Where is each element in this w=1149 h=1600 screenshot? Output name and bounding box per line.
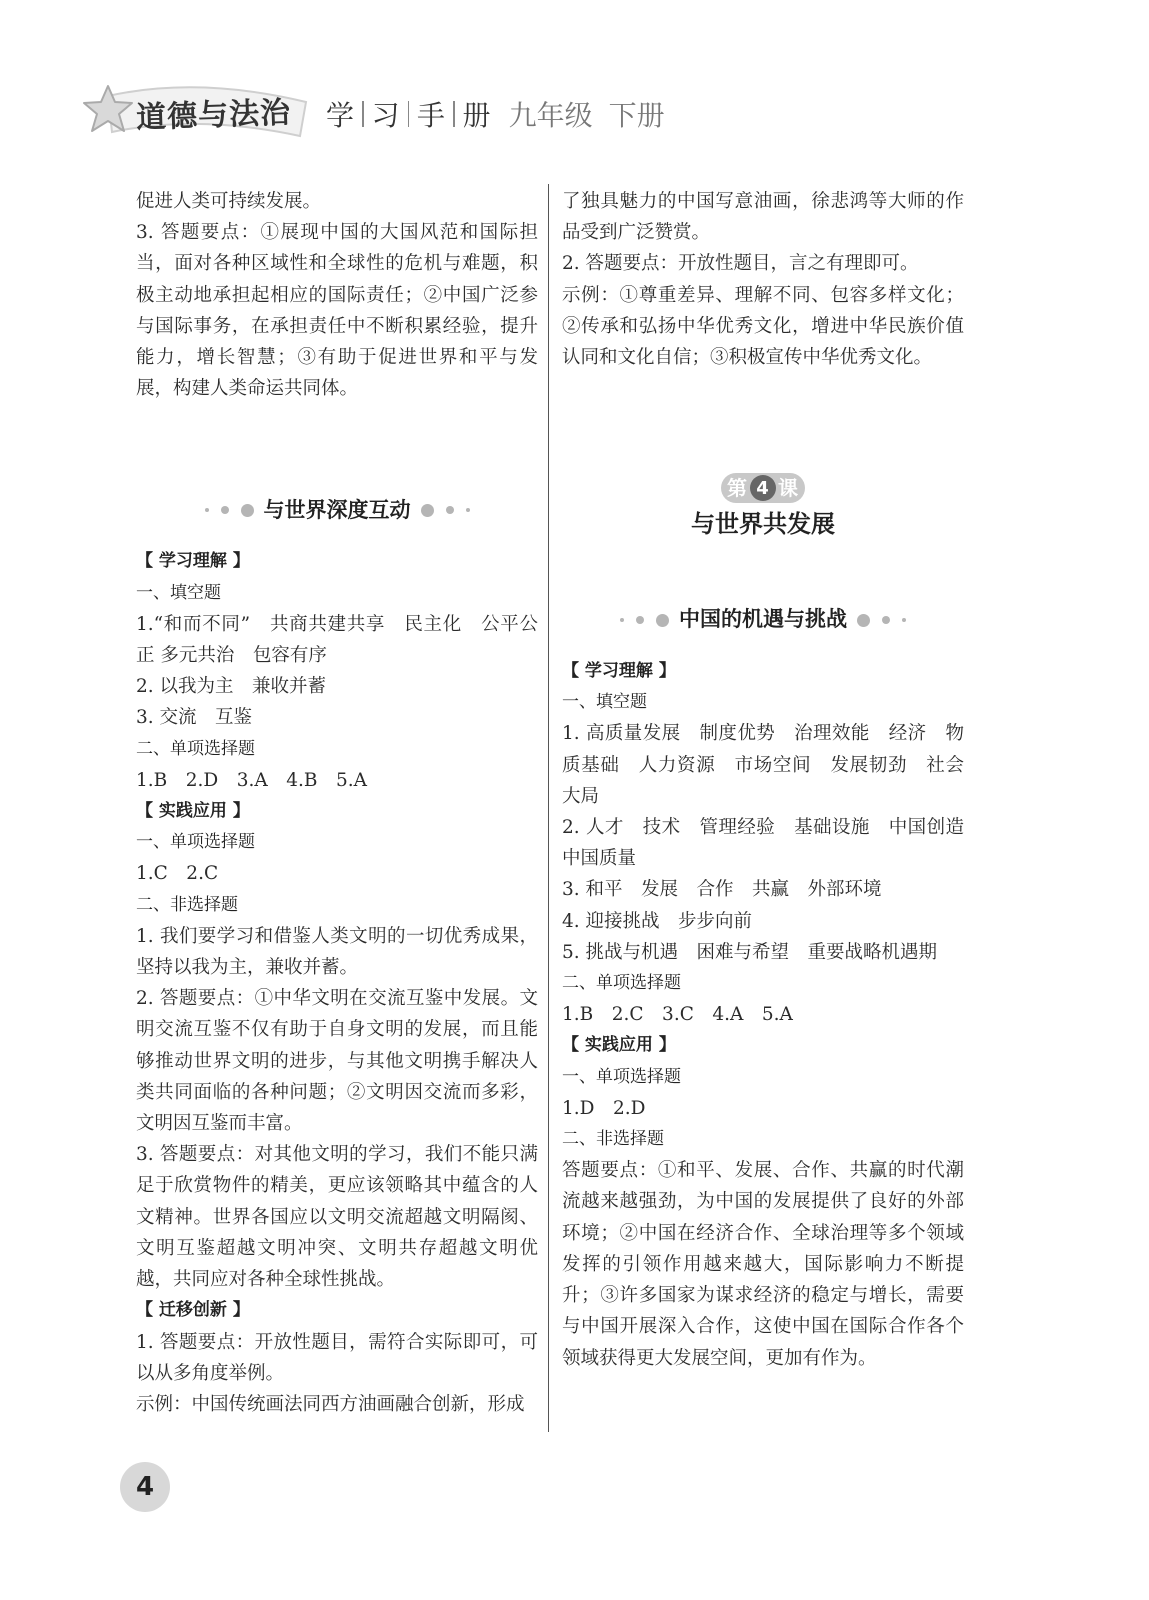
dots-decoration: [620, 614, 669, 627]
lesson-heading: [562, 473, 964, 540]
answer: 5. 挑战与机遇 困难与希望 重要战略机遇期: [562, 941, 938, 963]
heading: 【 学习理解 】: [562, 661, 676, 682]
subject-title: 道德与法治: [135, 95, 292, 136]
separator: [453, 101, 455, 127]
heading: 一、填空题: [562, 692, 647, 713]
answer: 1. 答题要点：开放性题目，需符合实际即可，可以从多角度举例。: [136, 1331, 538, 1384]
answer: 2. 答题要点：①中华文明在交流互鉴中发展。文明交流互鉴不仅有助于自身文明的发展，而且能够推动世界文明的进步，与其他文明携手解决人类共同面临的各种问题；②文明因交流而多彩，文明因互鉴而丰富。: [136, 988, 538, 1135]
paragraph: 促进人类可持续发展。: [136, 191, 322, 212]
heading: 【 学习理解 】: [136, 551, 250, 572]
answer: 答题要点：①和平、发展、合作、共赢的时代潮流越来越强劲，为中国的发展提供了良好的外部环境；②中国在经济合作、全球治理等多个领域发挥的引领作用越来越大，国际影响力不断提升；③许多国家为谋求经济的稳定与增长，需要与中国开展深入合作，这使中国在国际合作各个领域获得更大发展空间，更加有作为。: [562, 1160, 964, 1369]
page-header: [78, 74, 778, 164]
answer: 1.B 2.D 3.A 4.B 5.A: [136, 769, 367, 791]
book-title: [326, 94, 665, 134]
dots-decoration: [205, 504, 254, 517]
answer: 3. 答题要点：对其他文明的学习，我们不能只满足于欣赏物件的精美，更应该领略其中蕴含的人文精神。世界各国应以文明交流超越文明隔阂、文明互鉴超越文明冲突、文明共存超越文明优越，共同应对各种全球性挑战。: [136, 1144, 538, 1291]
answer: 1.“和而不同” 共商共建共享 民主化 公平公正 多元共治 包容有序: [136, 613, 538, 667]
answer: 1. 高质量发展 制度优势 治理效能 经济 物质基础 人力资源 市场空间 发展韧劲 社会大局: [562, 723, 964, 807]
answer: 2. 人才 技术 管理经验 基础设施 中国创造 中国质量: [562, 817, 983, 870]
heading: 【 实践应用 】: [562, 1035, 676, 1056]
separator: [362, 101, 364, 127]
answer: 示例：中国传统画法同西方油画融合创新，形成: [136, 1393, 525, 1415]
paragraph: 了独具魅力的中国写意油画，徐悲鸿等大师的作品受到广泛赞赏。: [562, 191, 964, 244]
answer: 1.B 2.C 3.C 4.A 5.A: [562, 1004, 793, 1026]
book-char: 册: [462, 99, 491, 132]
heading: 一、填空题: [136, 582, 221, 603]
heading: 一、单项选择题: [136, 832, 255, 853]
lesson-pre: 第: [727, 475, 748, 500]
answer: 1.C 2.C: [136, 863, 219, 885]
answer: 3. 和平 发展 合作 共赢 外部环境: [562, 879, 882, 901]
heading: 【 实践应用 】: [136, 801, 250, 822]
grade-label: 九年级: [508, 99, 593, 132]
book-char: 习: [371, 99, 400, 132]
lesson-badge: [721, 473, 805, 503]
right-column: [562, 186, 983, 1374]
answer: 4. 迎接挑战 步步向前: [562, 910, 753, 932]
section-title: [136, 490, 538, 530]
heading: 一、单项选择题: [562, 1066, 681, 1087]
paragraph: 3. 答题要点：①展现中国的大国风范和国际担当，面对各种区域性和全球性的危机与难题，积极主动地承担起相应的国际责任；②中国广泛参与国际事务，在承担责任中不断积累经验，提升能力，增长智慧；③有助于促进世界和平与发展，构建人类命运共同体。: [136, 222, 538, 400]
volume-label: 下册: [608, 99, 665, 132]
lesson-post: 课: [778, 475, 799, 500]
book-char: 学: [326, 99, 355, 132]
dots-decoration: [857, 614, 906, 627]
separator: [408, 101, 410, 127]
paragraph: 2. 答题要点：开放性题目，言之有理即可。: [562, 253, 919, 275]
heading: 二、非选择题: [562, 1129, 664, 1150]
paragraph: 示例：①尊重差异、理解不同、包容多样文化；②传承和弘扬中华优秀文化，增进中华民族价值认同和文化自信；③积极宣传中华优秀文化。: [562, 284, 964, 369]
book-char: 手: [417, 99, 446, 132]
lesson-title: 与世界共发展: [691, 509, 835, 538]
heading: 二、单项选择题: [562, 973, 681, 994]
answer: 1.D 2.D: [562, 1097, 646, 1119]
heading: 二、非选择题: [136, 894, 238, 915]
left-column: [136, 186, 538, 1420]
heading: 二、单项选择题: [136, 738, 255, 759]
answer: 2. 以我为主 兼收并蓄: [136, 676, 327, 698]
column-divider: [548, 184, 549, 1432]
lesson-number: 4: [750, 475, 776, 501]
section-title: [562, 600, 964, 640]
heading: 【 迁移创新 】: [136, 1300, 250, 1321]
page-number: 4: [120, 1462, 170, 1512]
dots-decoration: [421, 504, 470, 517]
section-title-text: 与世界深度互动: [263, 497, 411, 522]
answer: 1. 我们要学习和借鉴人类文明的一切优秀成果，坚持以我为主，兼收并蓄。: [136, 925, 538, 979]
section-title-text: 中国的机遇与挑战: [679, 607, 847, 632]
answer: 3. 交流 互鉴: [136, 707, 253, 729]
